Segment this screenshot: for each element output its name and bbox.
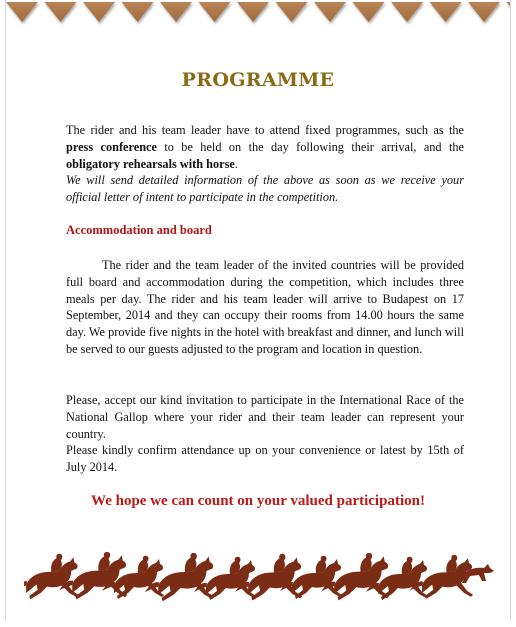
border-triangle — [83, 2, 115, 22]
press-conference-text: press conference — [66, 139, 157, 154]
border-triangle — [160, 2, 192, 22]
galloping-riders-illustration — [24, 545, 494, 615]
intro-text-1: The rider and his team leader have to attend fixed programmes, such as the — [66, 123, 464, 137]
border-triangle — [199, 2, 231, 22]
section-heading-accommodation: Accommodation and board — [66, 223, 212, 237]
border-triangle — [353, 2, 385, 22]
intro-text-3: . — [234, 156, 238, 171]
rehearsals-text: obligatory rehearsals with horse — [66, 156, 235, 171]
closing-line: We hope we can count on your valued participation! — [91, 493, 425, 509]
intro-italic-note: We will send detailed information of the above as soon as we receive your official letter of intent to participate in the competition. — [66, 173, 464, 205]
triangle-border-decoration — [6, 0, 510, 40]
accommodation-paragraph: The rider and the team leader of the invited countries will be provided full board and accommodation during the competition, which includes three meals per day. The rider and his team leader will arrive to Budapest on 17 September, 2014 and they can occupy their rooms from 14.00 hours the same day. We provide five nights in the hotel with breakfast and dinner, and lunch will be served to our guests adjusted to the program and location in question. — [66, 258, 464, 356]
border-triangle — [276, 2, 308, 22]
border-triangle — [45, 2, 77, 22]
border-triangle — [314, 2, 346, 22]
horse-rider-silhouette — [24, 554, 79, 599]
intro-paragraph — [66, 122, 464, 206]
confirm-paragraph: Please kindly confirm attendance up on your convenience or latest by 15th of July 2014. — [66, 443, 464, 474]
border-triangle — [6, 2, 38, 22]
page-title: PROGRAMME — [181, 69, 335, 91]
document-page — [6, 0, 510, 621]
border-triangle — [468, 2, 500, 22]
border-triangle — [122, 2, 154, 22]
intro-text-2: to be held on the day following their arrival, and the — [156, 139, 465, 154]
invitation-paragraph: Please, accept our kind invitation to participate in the International Race of the National Gallop where your rider and their team leader can represent your country. — [66, 393, 464, 441]
border-triangle — [237, 2, 269, 22]
border-triangle — [391, 2, 423, 22]
border-triangle — [507, 2, 511, 22]
border-triangle — [430, 2, 462, 22]
